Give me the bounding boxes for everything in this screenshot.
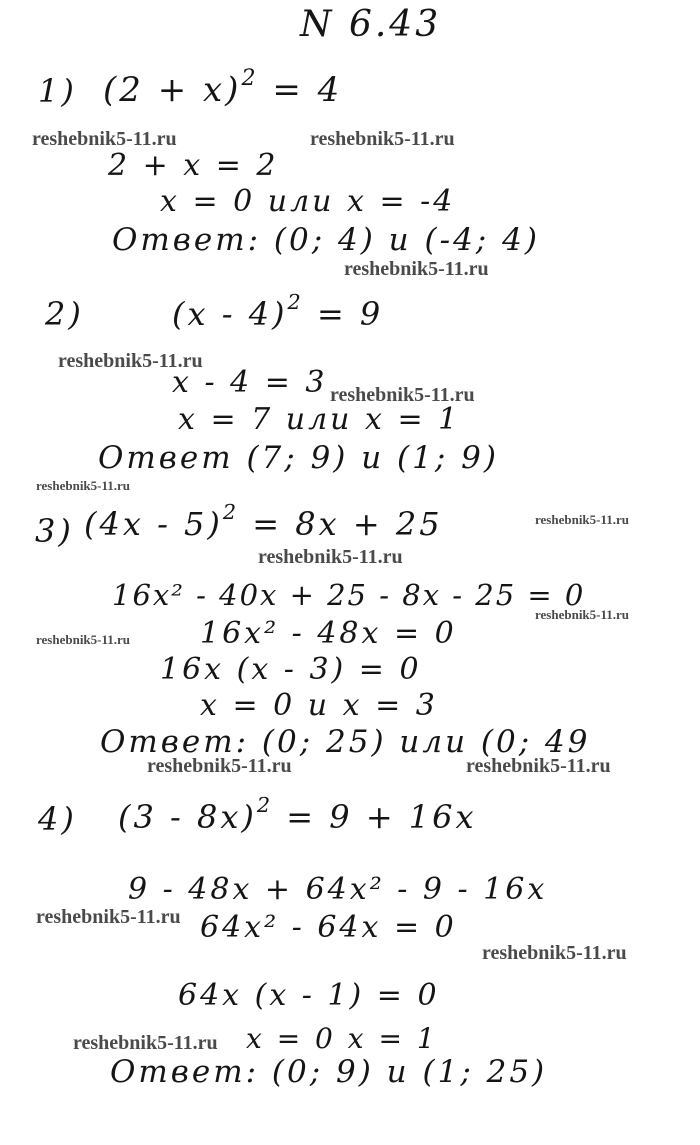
watermark: reshebnik5-11.ru <box>36 906 181 928</box>
part-1-equation-rhs: = 4 <box>272 70 343 110</box>
part-1-equation-power: 2 <box>241 65 259 91</box>
part-1-label: 1) <box>38 72 77 110</box>
watermark: reshebnik5-11.ru <box>344 258 489 280</box>
part-4-equation-power: 2 <box>256 793 274 817</box>
part-1-step-2: x = 0 или x = -4 <box>160 184 456 219</box>
part-4-step-2: 64x² - 64x = 0 <box>200 910 457 945</box>
watermark: reshebnik5-11.ru <box>310 128 455 150</box>
part-1-answer: Ответ: (0; 4) и (-4; 4) <box>112 222 540 258</box>
part-3-label: 3) <box>35 512 74 550</box>
problem-number: N 6.43 <box>300 4 442 45</box>
part-2-equation-power: 2 <box>287 290 304 314</box>
watermark: reshebnik5-11.ru <box>258 546 403 568</box>
part-3-step-2: 16x² - 48x = 0 <box>200 616 457 651</box>
part-3-equation-base: (4x - 5) <box>84 505 223 543</box>
watermark: reshebnik5-11.ru <box>330 384 475 406</box>
part-4-step-3: 64x (x - 1) = 0 <box>178 978 440 1013</box>
part-4-equation <box>118 793 477 836</box>
part-4-step-1: 9 - 48x + 64x² - 9 - 16x <box>128 872 548 907</box>
watermark: reshebnik5-11.ru <box>535 512 630 527</box>
watermark: reshebnik5-11.ru <box>147 755 292 777</box>
watermark: reshebnik5-11.ru <box>535 607 630 622</box>
part-3-equation <box>84 500 443 543</box>
part-3-equation-rhs: = 8x + 25 <box>252 505 443 543</box>
watermark: reshebnik5-11.ru <box>58 350 203 372</box>
watermark: reshebnik5-11.ru <box>32 128 177 150</box>
part-3-step-1: 16x² - 40x + 25 - 8x - 25 = 0 <box>112 578 586 612</box>
part-2-equation-base: (x - 4) <box>172 295 288 333</box>
watermark: reshebnik5-11.ru <box>36 632 131 647</box>
part-2-step-1: x - 4 = 3 <box>172 365 328 400</box>
part-4-step-4: x = 0 x = 1 <box>246 1022 438 1055</box>
watermark: reshebnik5-11.ru <box>73 1032 218 1054</box>
part-2-answer: Ответ (7; 9) и (1; 9) <box>98 440 499 476</box>
part-4-label: 4) <box>38 800 77 838</box>
part-3-answer: Ответ: (0; 25) или (0; 49 <box>100 724 591 760</box>
part-4-equation-rhs: = 9 + 16x <box>286 798 477 836</box>
part-1-step-1: 2 + x = 2 <box>108 148 279 183</box>
part-2-equation <box>172 290 384 333</box>
part-2-label: 2) <box>45 295 84 333</box>
part-3-step-3: 16x (x - 3) = 0 <box>160 652 422 687</box>
part-2-step-2: x = 7 или x = 1 <box>178 402 461 437</box>
part-3-equation-power: 2 <box>222 500 240 524</box>
watermark: reshebnik5-11.ru <box>482 942 627 964</box>
part-2-equation-rhs: = 9 <box>316 295 384 333</box>
watermark: reshebnik5-11.ru <box>36 478 131 493</box>
part-4-equation-base: (3 - 8x) <box>118 798 257 836</box>
part-3-step-4: x = 0 и x = 3 <box>200 688 438 723</box>
watermark: reshebnik5-11.ru <box>466 755 611 777</box>
part-1-equation-base: (2 + x) <box>103 70 242 110</box>
part-1-equation <box>103 65 343 110</box>
part-4-answer: Ответ: (0; 9) и (1; 25) <box>110 1054 548 1090</box>
